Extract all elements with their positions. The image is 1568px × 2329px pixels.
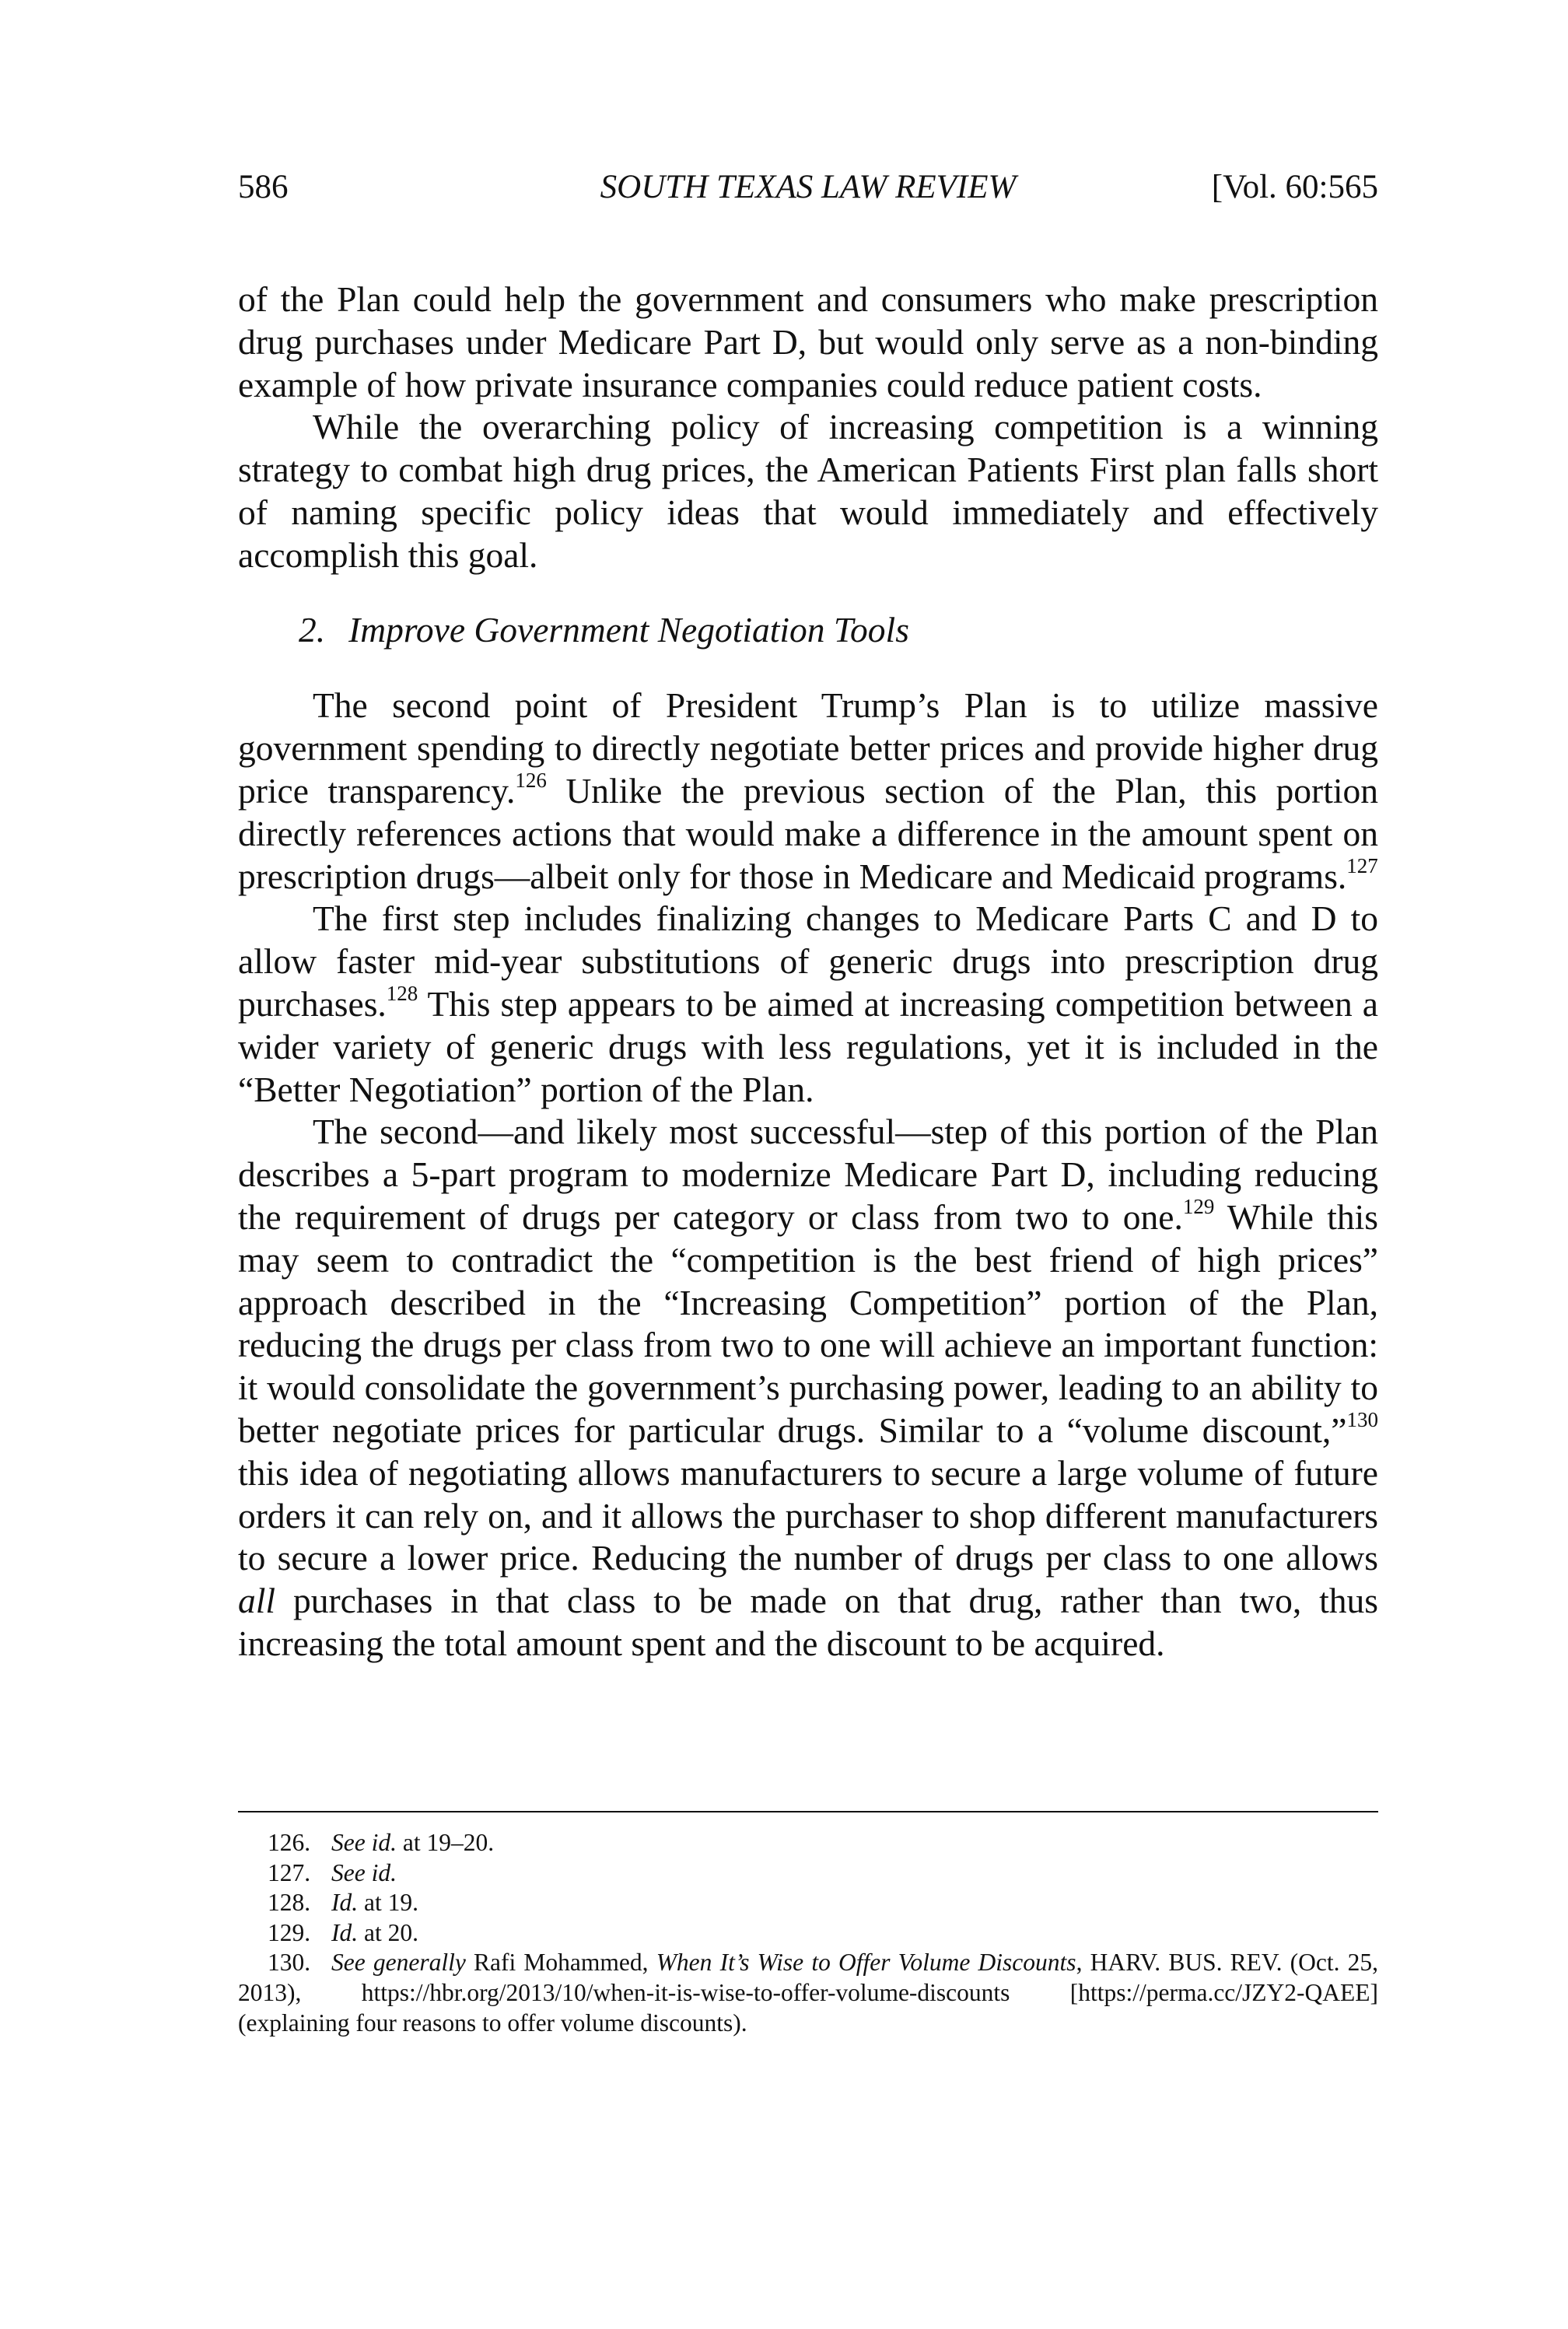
section-heading	[238, 609, 1378, 652]
paragraph-text: While this may seem to contradict the “competition is the best friend of high prices” approach described in the “Increasing Competition” portion of the Plan, reducing the drugs per class from two to one will achieve an important function: it would consolidate the government’s purchasing power, leading to an ability to better negotiate prices for particular drugs. Similar to a “volume discount,”	[238, 1196, 1378, 1450]
journal-title: SOUTH TEXAS LAW REVIEW	[600, 169, 1017, 205]
footnote	[238, 1918, 1378, 1949]
footnote-text: at 20.	[358, 1918, 418, 1946]
footnote-signal: Id.	[331, 1889, 359, 1917]
paragraph	[238, 1111, 1378, 1665]
footnote-author: Rafi Mohammed,	[465, 1949, 656, 1977]
footnote-number: 129.	[268, 1918, 311, 1946]
paragraph: While the overarching policy of increasing competition is a winning strategy to combat high drug prices, the American Patients First plan falls short of naming specific policy ideas that would immediately and effectively accomplish this goal.	[238, 407, 1378, 575]
paragraph-text: The second point of President Trump’s Plan is to utilize massive government spending to directly negotiate better prices and provide higher drug price transparency.	[238, 685, 1378, 811]
page-number: 586	[238, 169, 289, 205]
footnote	[238, 1828, 1378, 1858]
footnote	[238, 1858, 1378, 1889]
footnote-divider	[238, 1811, 1378, 1812]
paragraph-text: The second—and likely most successful—step of this portion of the Plan describes a 5-part program to modernize Medicare Part D, including reducing the requirement of drugs per category or class from two to one.	[238, 1112, 1378, 1237]
footnote-text: at 19.	[358, 1889, 418, 1917]
paragraph-text: This step appears to be aimed at increasing competition between a wider variety of generic drugs with less regulations, yet it is included in the “Better Negotiation” portion of the Plan.	[238, 983, 1378, 1109]
footnote-text: , HARV. BUS. REV. (Oct. 25, 2013), https://hbr.org/2013/10/when-it-is-wise-to-offer-volume-discounts [https://perma.cc/JZY2-QAEE] (explaining four reasons to offer volume discounts).	[238, 1949, 1379, 2037]
footnote-signal: See id.	[331, 1829, 397, 1856]
footnote-ref[interactable]: 130	[1346, 1407, 1378, 1431]
paragraph-text: The first step includes finalizing changes to Medicare Parts C and D to allow faster mid-year substitutions of generic drugs into prescription drug purchases.	[238, 898, 1378, 1024]
running-header	[238, 160, 1378, 215]
emphasis-text: all	[238, 1581, 276, 1621]
footnote-number: 128.	[268, 1889, 311, 1917]
footnote-number: 127.	[268, 1858, 311, 1886]
footnote-ref[interactable]: 127	[1346, 853, 1378, 877]
paragraph-text: this idea of negotiating allows manufacturers to secure a large volume of future orders it can rely on, and it allows the purchaser to shop different manufacturers to secure a lower price. Reducing the number of drugs per class to one allows	[238, 1452, 1378, 1578]
footnote-signal: Id.	[331, 1918, 359, 1946]
footnote-ref[interactable]: 126	[515, 768, 547, 792]
footnote	[238, 1948, 1378, 2038]
footnote-number: 126.	[268, 1829, 311, 1856]
paragraph-text: Unlike the previous section of the Plan, this portion directly references actions that would make a difference in the amount spent on prescription drugs—albeit only for those in Medicare and Medicaid programs.	[238, 770, 1378, 896]
footnote-ref[interactable]: 128	[386, 981, 418, 1005]
footnote-signal: See generally	[331, 1949, 466, 1977]
section-heading-text: Improve Government Negotiation Tools	[348, 609, 909, 650]
paragraph-text: purchases in that class to be made on that drug, rather than two, thus increasing the total amount spent and the discount to be acquired.	[238, 1581, 1378, 1663]
paragraph	[238, 898, 1378, 1111]
footnote-signal: See id.	[331, 1858, 397, 1886]
paragraph: of the Plan could help the government and consumers who make prescription drug purchases under Medicare Part D, but would only serve as a non-binding example of how private insurance companies could reduce patient costs.	[238, 279, 1378, 405]
footnote-ref[interactable]: 129	[1182, 1194, 1215, 1218]
footnote	[238, 1888, 1378, 1918]
footnote-text: at 19–20.	[396, 1829, 495, 1856]
paragraph	[238, 685, 1378, 898]
body-text	[238, 278, 1378, 1665]
section-heading-number: 2.	[299, 609, 326, 650]
volume-citation: [Vol. 60:565	[1211, 169, 1378, 205]
footnote-number: 130.	[268, 1949, 311, 1977]
footnotes	[238, 1828, 1378, 2038]
footnote-article-title: When It’s Wise to Offer Volume Discounts	[656, 1949, 1076, 1977]
